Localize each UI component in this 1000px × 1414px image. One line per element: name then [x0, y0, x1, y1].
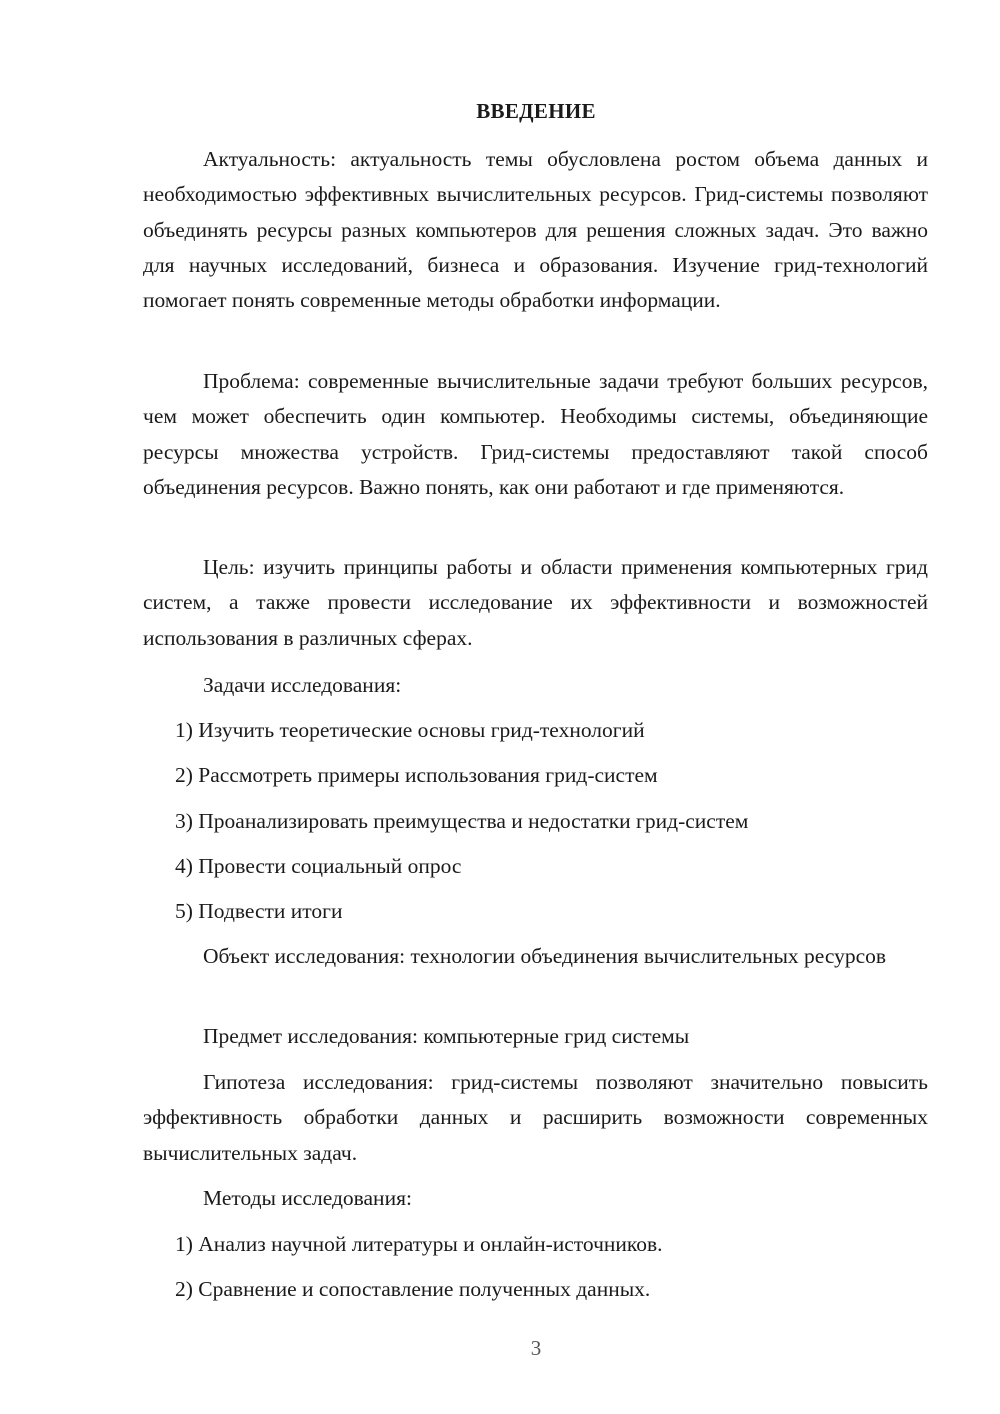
relevance-paragraph: Актуальность: актуальность темы обусловлена ростом объема данных и необходимостью эффективных вычислительных ресурсов. Грид-системы позволяют объединять ресурсы разных компьютеров для решения сложных задач. Это важно для научных исследований, бизнеса и образования. Изучение грид-технологий помогает понять современные методы обработки информации.	[143, 147, 928, 313]
goal-paragraph: Цель: изучить принципы работы и области применения компьютерных грид систем, а также провести исследование их эффективности и возможностей использования в различных сферах.	[143, 555, 928, 650]
task-item: 5) Подвести итоги	[175, 899, 343, 923]
subject-paragraph: Предмет исследования: компьютерные грид системы	[203, 1024, 690, 1048]
task-item: 2) Рассмотреть примеры использования грид-систем	[175, 763, 658, 787]
tasks-heading: Задачи исследования:	[203, 673, 402, 697]
problem-paragraph: Проблема: современные вычислительные задачи требуют больших ресурсов, чем может обеспечить один компьютер. Необходимы системы, объединяющие ресурсы множества устройств. Грид-системы предоставляют такой способ объединения ресурсов. Важно понять, как они работают и где применяются.	[143, 369, 928, 499]
object-paragraph: Объект исследования: технологии объединения вычислительных ресурсов	[203, 944, 887, 968]
task-item: 3) Проанализировать преимущества и недостатки грид-систем	[175, 809, 749, 833]
methods-heading: Методы исследования:	[203, 1186, 412, 1210]
section-heading: ВВЕДЕНИЕ	[476, 99, 596, 123]
task-item: 1) Изучить теоретические основы грид-технологий	[175, 718, 645, 742]
task-item: 4) Провести социальный опрос	[175, 854, 462, 878]
page-number: 3	[530, 1336, 542, 1360]
hypothesis-paragraph: Гипотеза исследования: грид-системы позволяют значительно повысить эффективность обработки данных и расширить возможности современных вычислительных задач.	[143, 1070, 928, 1165]
method-item: 2) Сравнение и сопоставление полученных данных.	[175, 1277, 651, 1301]
method-item: 1) Анализ научной литературы и онлайн-источников.	[175, 1232, 663, 1256]
